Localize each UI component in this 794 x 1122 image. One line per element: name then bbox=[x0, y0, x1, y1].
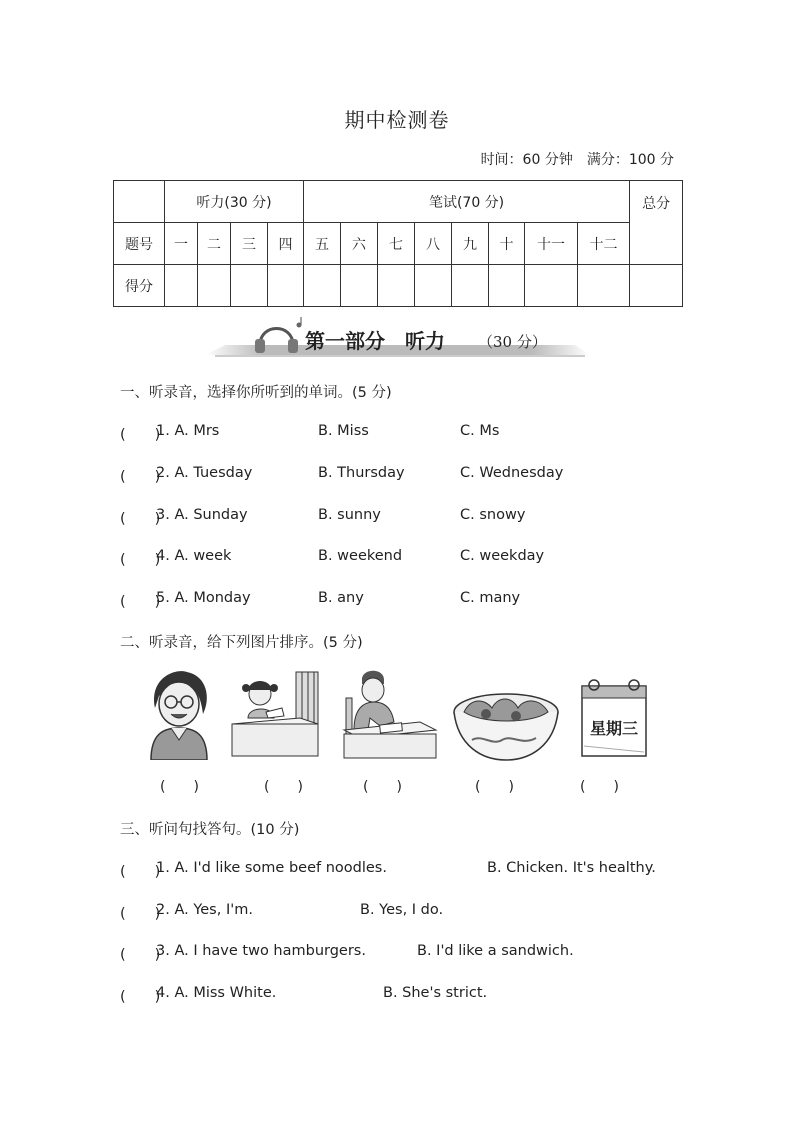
salad-bowl-icon bbox=[452, 690, 560, 762]
row-label-number: 题号 bbox=[114, 223, 165, 265]
question-number: 十一 bbox=[525, 223, 578, 265]
score-cell[interactable] bbox=[165, 265, 198, 307]
question-number: 七 bbox=[378, 223, 415, 265]
option-b: B. weekend bbox=[318, 548, 403, 564]
picture-answer-paren[interactable]: ( ) bbox=[475, 779, 514, 795]
score-cell[interactable] bbox=[378, 265, 415, 307]
section3-heading: 三、听问句找答句。(10 分) bbox=[120, 822, 300, 838]
option-b: B. Yes, I do. bbox=[360, 902, 444, 918]
option-c: C. weekday bbox=[460, 548, 545, 564]
option-b: B. I'd like a sandwich. bbox=[417, 943, 574, 959]
picture-answer-paren[interactable]: ( ) bbox=[363, 779, 402, 795]
question-number: 三 bbox=[231, 223, 268, 265]
section2-heading: 二、听录音，给下列图片排序。(5 分) bbox=[120, 635, 363, 651]
option-b: B. She's strict. bbox=[383, 985, 488, 1001]
answer-paren[interactable]: ( ) bbox=[120, 594, 161, 610]
total-score-cell[interactable] bbox=[630, 265, 683, 307]
score-cell[interactable] bbox=[341, 265, 378, 307]
question-number: 十二 bbox=[578, 223, 630, 265]
question-number: 五 bbox=[304, 223, 341, 265]
option-b: B. Chicken. It's healthy. bbox=[487, 860, 656, 876]
answer-paren[interactable]: ( ) bbox=[120, 906, 161, 922]
option-c: C. snowy bbox=[460, 507, 526, 523]
question-row bbox=[120, 507, 720, 527]
option-c: C. many bbox=[460, 590, 521, 606]
option-a: 2. A. Yes, I'm. bbox=[156, 902, 253, 918]
exam-time-and-score: 时间：60 分钟 满分：100 分 bbox=[480, 152, 674, 168]
question-number: 一 bbox=[165, 223, 198, 265]
table-corner-cell bbox=[114, 181, 165, 223]
option-a: 4. A. week bbox=[156, 548, 232, 564]
option-a: 5. A. Monday bbox=[156, 590, 251, 606]
woman-with-glasses-icon bbox=[145, 668, 213, 760]
option-a: 3. A. I have two hamburgers. bbox=[156, 943, 366, 959]
answer-paren[interactable]: ( ) bbox=[120, 552, 161, 568]
option-b: B. Miss bbox=[318, 423, 369, 439]
picture-answer-paren[interactable]: ( ) bbox=[160, 779, 199, 795]
score-cell[interactable] bbox=[304, 265, 341, 307]
row-label-score: 得分 bbox=[114, 265, 165, 307]
score-table bbox=[113, 180, 683, 307]
option-a: 1. A. Mrs bbox=[156, 423, 220, 439]
answer-paren[interactable]: ( ) bbox=[120, 511, 161, 527]
total-header: 总分 bbox=[630, 181, 683, 265]
option-a: 2. A. Tuesday bbox=[156, 465, 253, 481]
score-cell[interactable] bbox=[525, 265, 578, 307]
question-number: 八 bbox=[415, 223, 452, 265]
option-b: B. sunny bbox=[318, 507, 381, 523]
answer-paren[interactable]: ( ) bbox=[120, 469, 161, 485]
question-row bbox=[120, 943, 720, 963]
score-cell[interactable] bbox=[578, 265, 630, 307]
option-a: 4. A. Miss White. bbox=[156, 985, 277, 1001]
girl-reading-at-desk-icon bbox=[230, 668, 320, 760]
answer-paren[interactable]: ( ) bbox=[120, 864, 161, 880]
answer-paren[interactable]: ( ) bbox=[120, 989, 161, 1005]
score-cell[interactable] bbox=[489, 265, 525, 307]
question-number: 九 bbox=[452, 223, 489, 265]
question-row bbox=[120, 548, 720, 568]
score-cell[interactable] bbox=[452, 265, 489, 307]
question-row bbox=[120, 423, 720, 443]
answer-paren[interactable]: ( ) bbox=[120, 427, 161, 443]
listening-header: 听力(30 分) bbox=[165, 181, 304, 223]
calendar-label: 星期三 bbox=[589, 719, 638, 738]
option-c: C. Wednesday bbox=[460, 465, 564, 481]
question-row bbox=[120, 985, 720, 1005]
option-c: C. Ms bbox=[460, 423, 500, 439]
score-cell[interactable] bbox=[198, 265, 231, 307]
section1-heading: 一、听录音，选择你所听到的单词。(5 分) bbox=[120, 385, 392, 401]
question-row bbox=[120, 860, 720, 880]
option-a: 1. A. I'd like some beef noodles. bbox=[156, 860, 387, 876]
score-cell[interactable] bbox=[415, 265, 452, 307]
answer-paren[interactable]: ( ) bbox=[120, 947, 161, 963]
option-b: B. any bbox=[318, 590, 364, 606]
question-row bbox=[120, 902, 720, 922]
question-number: 六 bbox=[341, 223, 378, 265]
boy-writing-at-desk-icon bbox=[340, 668, 438, 760]
score-cell[interactable] bbox=[268, 265, 304, 307]
option-a: 3. A. Sunday bbox=[156, 507, 248, 523]
part-score: （30 分） bbox=[478, 333, 547, 351]
part-title: 第一部分 听力 bbox=[305, 329, 445, 353]
option-b: B. Thursday bbox=[318, 465, 405, 481]
question-number: 十 bbox=[489, 223, 525, 265]
picture-answer-paren[interactable]: ( ) bbox=[580, 779, 619, 795]
question-number: 四 bbox=[268, 223, 304, 265]
question-row bbox=[120, 590, 720, 610]
question-number: 二 bbox=[198, 223, 231, 265]
page-title: 期中检测卷 bbox=[344, 108, 450, 132]
score-cell[interactable] bbox=[231, 265, 268, 307]
calendar-icon bbox=[580, 676, 648, 758]
picture-answer-paren[interactable]: ( ) bbox=[264, 779, 303, 795]
question-row bbox=[120, 465, 720, 485]
writing-header: 笔试(70 分) bbox=[304, 181, 630, 223]
